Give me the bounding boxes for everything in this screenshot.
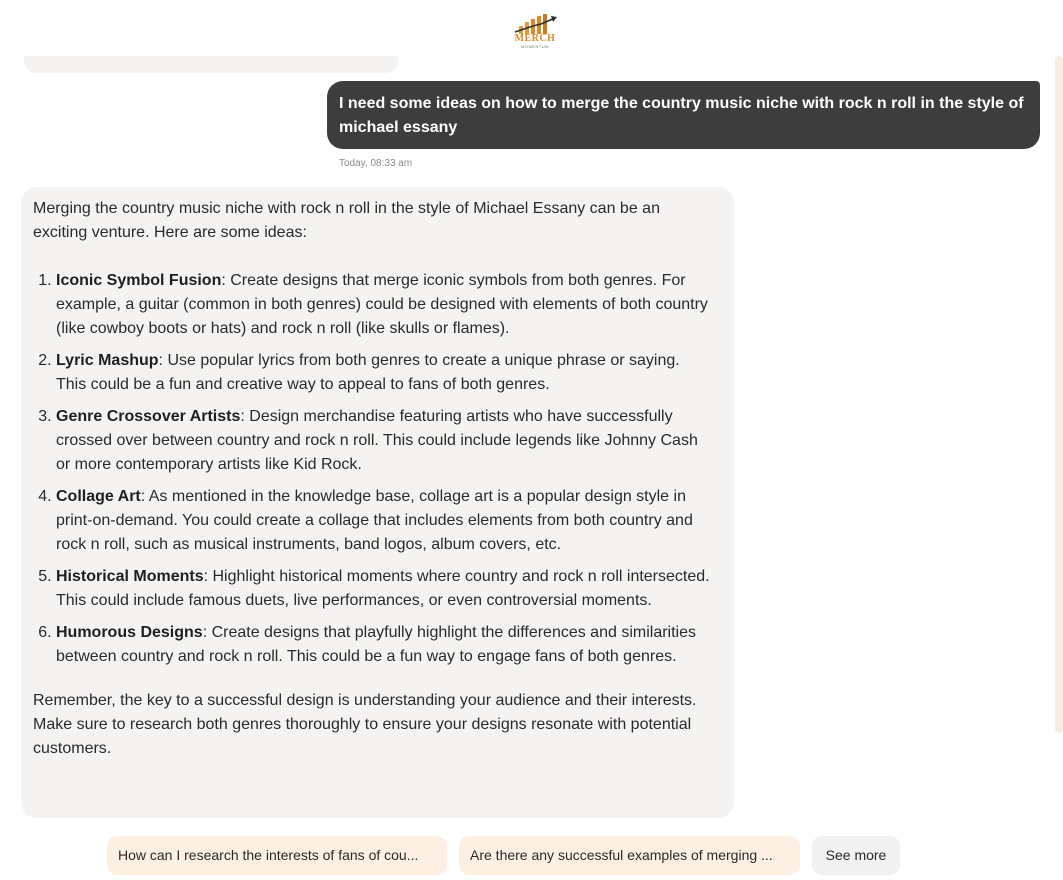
list-item [56, 269, 714, 341]
ideas-list [33, 269, 714, 669]
item-text: : As mentioned in the knowledge base, collage art is a popular design style in print-on-demand. You could create a collage that includes elements from both country and rock n roll, such as musical instruments, band logos, album covers, etc. [56, 488, 693, 553]
assistant-outro: Remember, the key to a successful design is understanding your audience and their interests. Make sure to research both genres thoroughly to ensure your designs resonate with potential customers. [33, 692, 697, 757]
logo-wordmark: MERCH [514, 33, 556, 44]
item-title: Humorous Designs [56, 624, 203, 641]
item-title: Collage Art [56, 488, 141, 505]
item-text: : Design merchandise featuring artists who have successfully crossed over between country and rock n roll. This could include legends like Johnny Cash or more contemporary artists like Kid Rock. [56, 408, 698, 473]
assistant-message-bubble [21, 187, 734, 818]
merch-momentum-logo[interactable] [511, 12, 559, 50]
list-item [56, 349, 714, 397]
list-item [56, 621, 714, 669]
item-title: Iconic Symbol Fusion [56, 272, 222, 289]
item-text: : Create designs that playfully highlight the differences and similarities between country and rock n roll. This could be a fun way to engage fans of both genres. [56, 624, 696, 665]
user-message-bubble [327, 81, 1040, 149]
item-title: Lyric Mashup [56, 352, 159, 369]
list-item [56, 565, 714, 613]
item-text: : Highlight historical moments where country and rock n roll intersected. This could include famous duets, live performances, or even controversial moments. [56, 568, 710, 609]
suggestion-chip-merging-examples[interactable]: Are there any successful examples of merging ... [459, 836, 800, 875]
message-timestamp: Today, 08:33 am [339, 158, 413, 169]
previous-message-bubble [24, 56, 398, 73]
list-item [56, 485, 714, 557]
assistant-intro: Merging the country music niche with rock n roll in the style of Michael Essany can be an exciting venture. Here are some ideas: [33, 200, 660, 241]
scrollbar[interactable] [1055, 56, 1063, 733]
list-item [56, 405, 714, 477]
suggestion-chip-research-fans[interactable]: How can I research the interests of fans of cou... [107, 836, 447, 875]
item-title: Historical Moments [56, 568, 204, 585]
item-text: : Create designs that merge iconic symbols from both genres. For example, a guitar (common in both genres) could be designed with elements of both country (like cowboy boots or hats) and rock n roll (like skulls or flames). [56, 272, 708, 337]
item-title: Genre Crossover Artists [56, 408, 241, 425]
see-more-button[interactable]: See more [812, 836, 900, 875]
item-text: : Use popular lyrics from both genres to create a unique phrase or saying. This could be a fun and creative way to appeal to fans of both genres. [56, 352, 680, 393]
user-message-text: I need some ideas on how to merge the country music niche with rock n roll in the style of michael essany [339, 95, 1024, 136]
logo-subtitle: MOMENTUM [521, 44, 549, 49]
